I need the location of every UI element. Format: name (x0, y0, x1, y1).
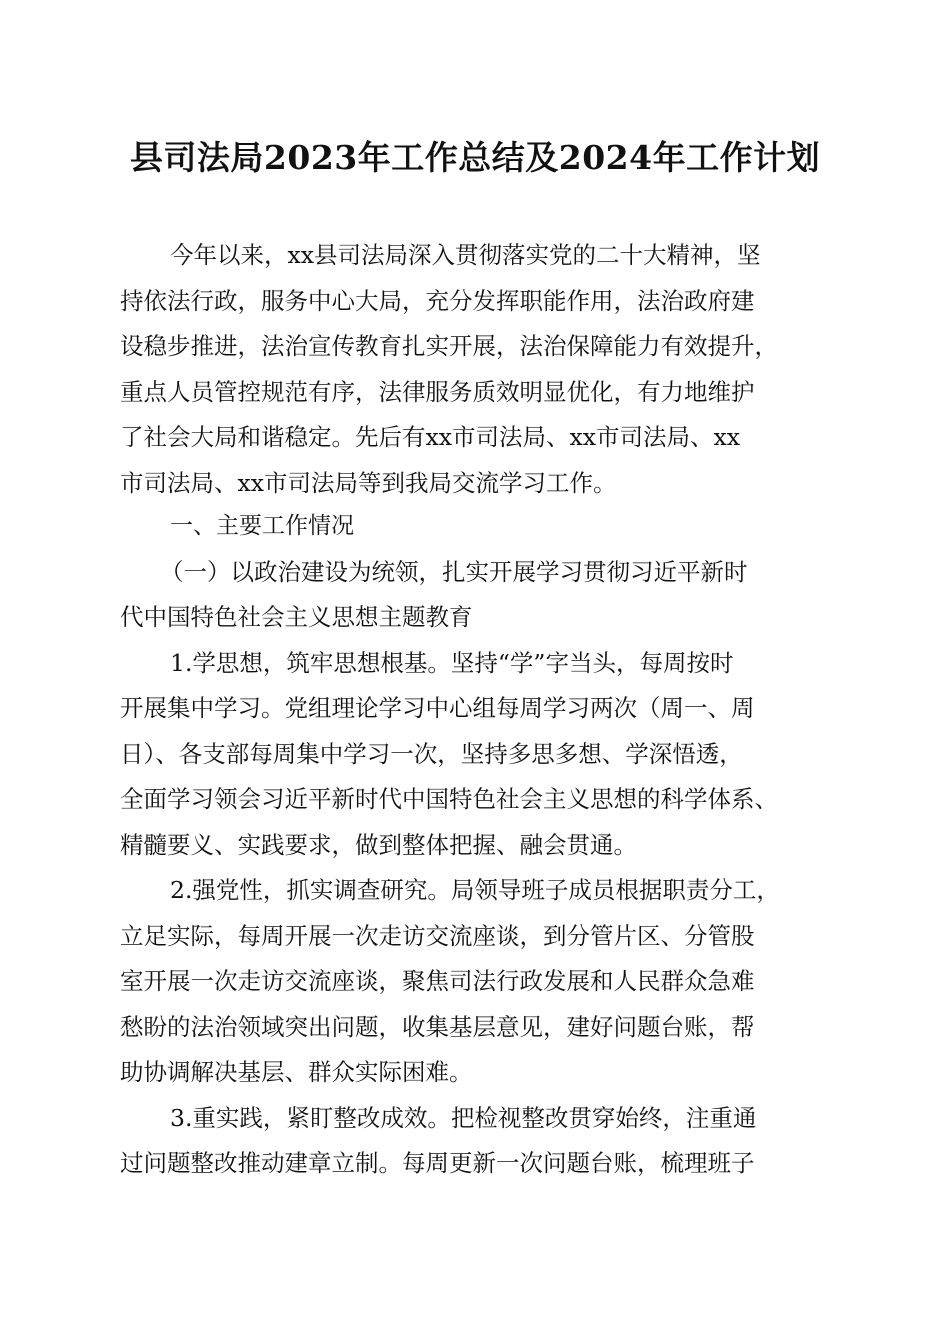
paragraph-line: 室开展一次走访交流座谈，聚焦司法行政发展和人民群众急难 (120, 967, 755, 995)
paragraph-line: 了社会大局和谐稳定。先后有xx市司法局、xx市司法局、xx (120, 423, 741, 451)
paragraph-line: 助协调解决基层、群众实际困难。 (120, 1058, 473, 1086)
section-heading: 一、主要工作情况 (170, 513, 354, 539)
paragraph-line: 今年以来，xx县司法局深入贯彻落实党的二十大精神，坚 (170, 241, 761, 269)
paragraph-line: 2.强党性，抓实调查研究。局领导班子成员根据职责分工， (170, 876, 780, 904)
paragraph-line: 市司法局、xx市司法局等到我局交流学习工作。 (120, 469, 617, 497)
paragraph-line: 立足实际，每周开展一次走访交流座谈，到分管片区、分管股 (120, 922, 755, 950)
paragraph-line: 持依法行政，服务中心大局，充分发挥职能作用，法治政府建 (120, 287, 755, 315)
subsection-heading-line: （一）以政治建设为统领，扎实开展学习贯彻习近平新时 (160, 558, 748, 586)
paragraph-line: 精髓要义、实践要求，做到整体把握、融会贯通。 (120, 831, 637, 859)
paragraph-line: 日）、各支部每周集中学习一次，坚持多思多想、学深悟透， (120, 740, 743, 768)
paragraph-line: 开展集中学习。党组理论学习中心组每周学习两次（周一、周 (120, 694, 755, 722)
subsection-heading-line: 代中国特色社会主义思想主题教育 (120, 603, 473, 631)
paragraph-line: 愁盼的法治领域突出问题，收集基层意见，建好问题台账，帮 (120, 1013, 755, 1041)
paragraph-line: 重点人员管控规范有序，法律服务质效明显优化，有力地维护 (120, 378, 755, 406)
paragraph-line: 1.学思想，筑牢思想根基。坚持“学”字当头，每周按时 (170, 649, 734, 677)
paragraph-line: 3.重实践，紧盯整改成效。把检视整改贯穿始终，注重通 (170, 1104, 757, 1132)
paragraph-line: 过问题整改推动建章立制。每周更新一次问题台账，梳理班子 (120, 1149, 755, 1177)
paragraph-line: 全面学习领会习近平新时代中国特色社会主义思想的科学体系、 (120, 785, 778, 813)
paragraph-line: 设稳步推进，法治宣传教育扎实开展，法治保障能力有效提升， (120, 332, 778, 360)
document-title: 县司法局2023年工作总结及2024年工作计划 (129, 138, 821, 177)
